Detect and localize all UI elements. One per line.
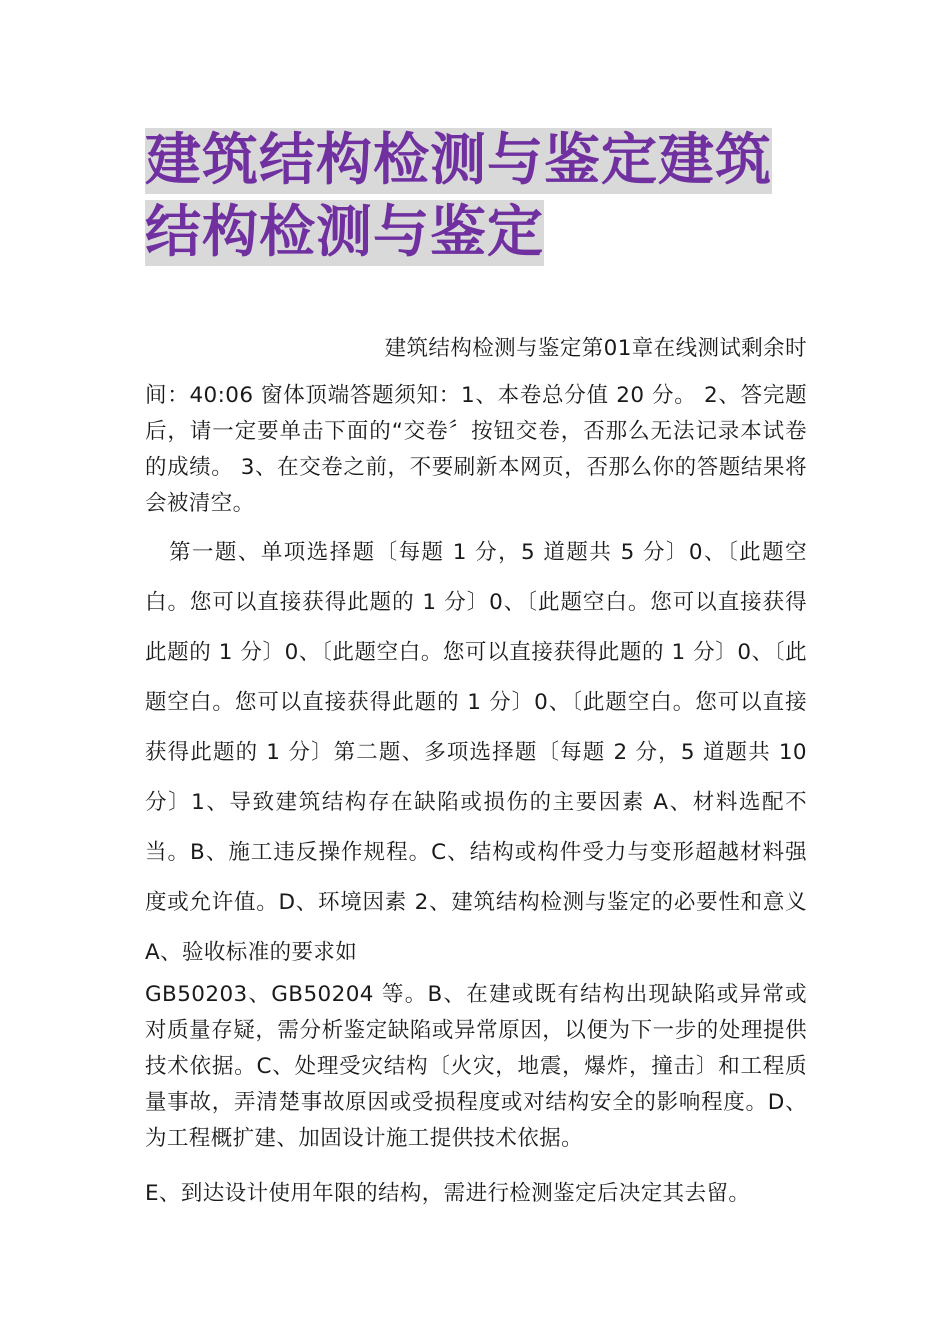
options-paragraph: GB50203、GB50204 等。B、在建或既有结构出现缺陷或异常或对质量存疑，需分析鉴定缺陷或异常原因，以便为下一步的处理提供技术依据。C、处理受灾结构〔火灾，地震，爆炸，撞击〕和工程质量事故，弄清楚事故原因或受损程度或对结构安全的影响程度。D、为工程概扩建、加固设计施工提供技术依据。: [145, 982, 807, 1151]
final-option-paragraph: E、到达设计使用年限的结构，需进行检测鉴定后决定其去留。: [145, 1181, 751, 1206]
title-line-2: 结构检测与鉴定: [145, 200, 544, 265]
intro-instructions: 间：40:06 窗体顶端答题须知：1、本卷总分值 20 分。 2、答完题后，请一定要单击下面的“交卷〞按钮交卷，否那么无法记录本试卷的成绩。 3、在交卷之前，不要刷新本网页，否那么你的答题结果将会被清空。: [145, 383, 807, 516]
title-line-1: 建筑结构检测与鉴定建筑: [145, 128, 772, 193]
intro-first-line: 建筑结构检测与鉴定第01章在线测试剩余时: [384, 336, 807, 361]
document-title: [145, 128, 810, 272]
intro-paragraph: [145, 330, 807, 522]
question-section-paragraph: 第一题、单项选择题〔每题 1 分，5 道题共 5 分〕0、〔此题空白。您可以直接获得此题的 1 分〕0、〔此题空白。您可以直接获得此题的 1 分〕0、〔此题空白。您可以直接获得此题的 1 分〕0、〔此题空白。您可以直接获得此题的 1 分〕0、〔此题空白。您可以直接获得此题的 1 分〕第二题、多项选择题〔每题 2 分，5 道题共 10 分〕1、导致建筑结构存在缺陷或损伤的主要因素 A、材料选配不当。B、施工违反操作规程。C、结构或构件受力与变形超越材料强度或允许值。D、环境因素 2、建筑结构检测与鉴定的必要性和意义 A、验收标准的要求如: [145, 540, 807, 965]
